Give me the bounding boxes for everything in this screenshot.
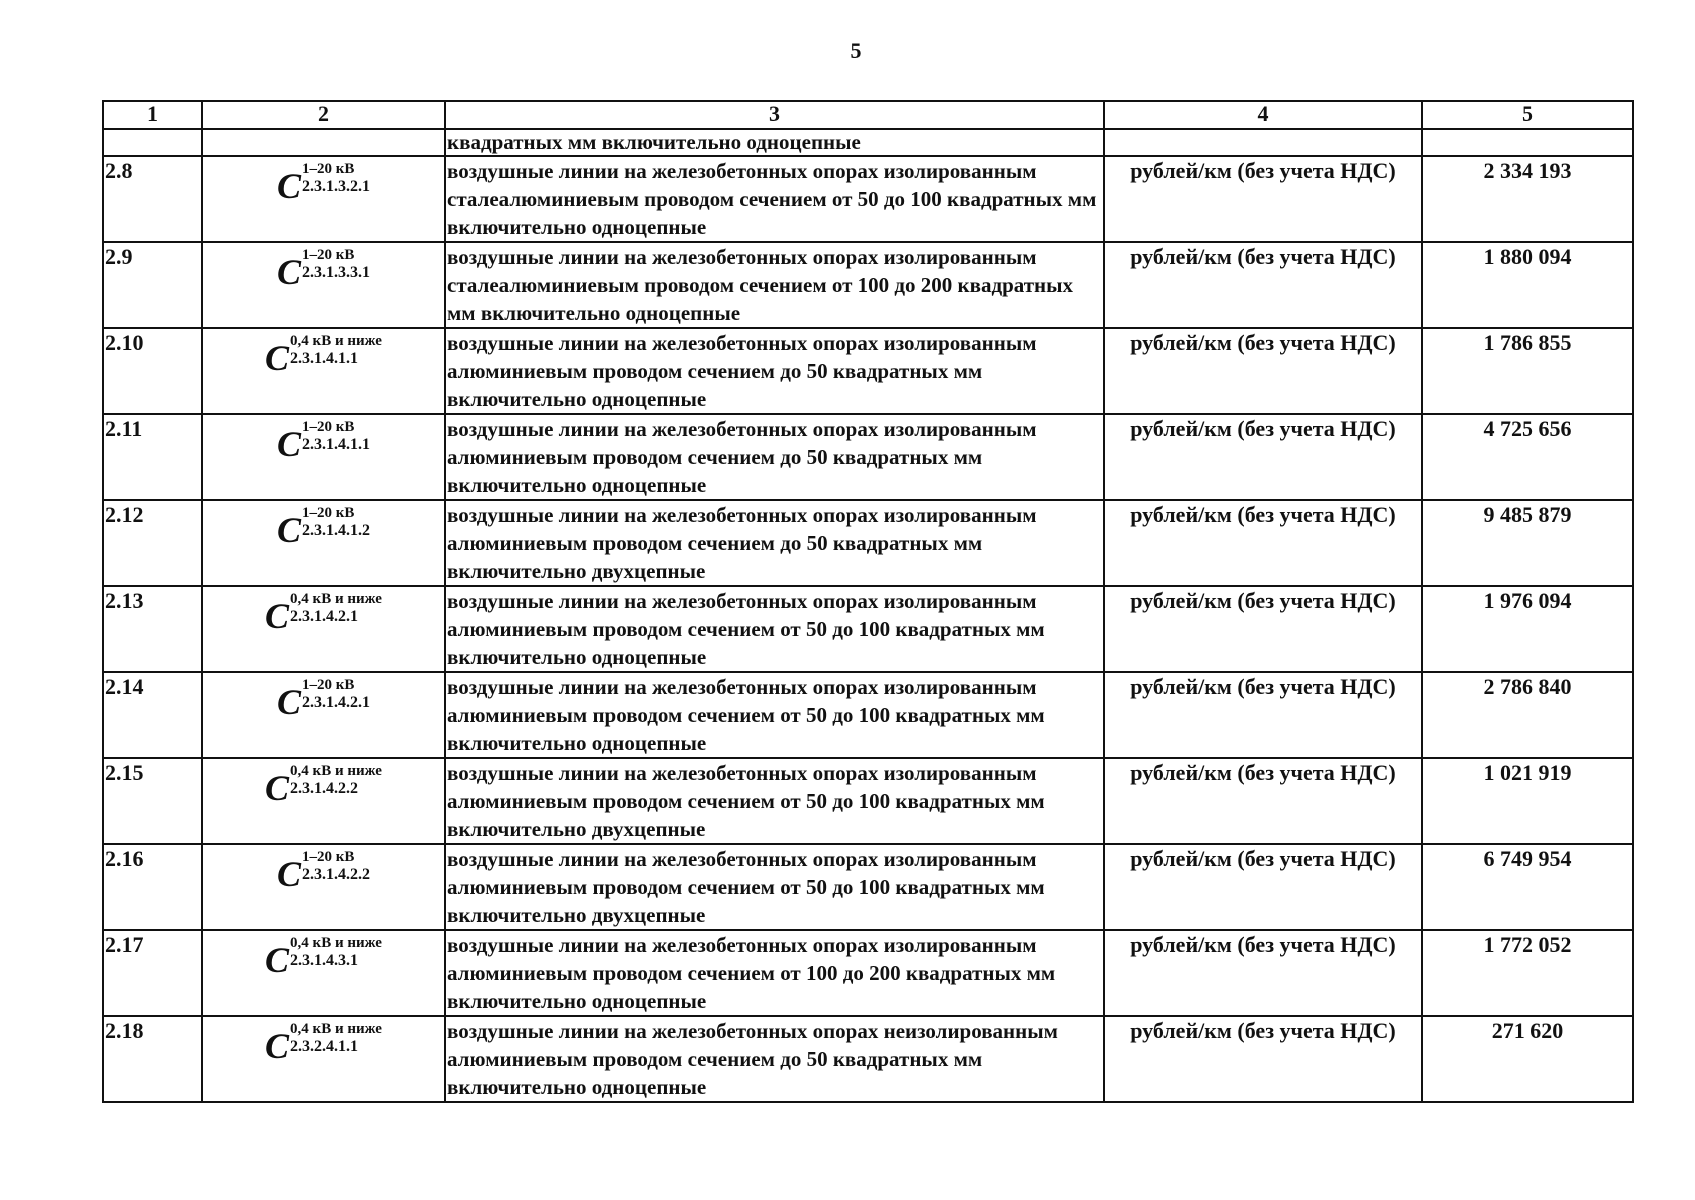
rate-code-formula xyxy=(277,849,370,893)
rate-code-voltage: 1–20 кВ xyxy=(302,505,355,521)
rate-code-symbol: C xyxy=(276,424,301,464)
rate-code-index: 2.3.1.3.2.1 xyxy=(302,178,370,195)
row-description: квадратных мм включительно одноцепные xyxy=(445,129,1104,156)
rate-code xyxy=(202,156,445,242)
rate-code-voltage: 1–20 кВ xyxy=(302,419,355,435)
row-description: воздушные линии на железобетонных опорах изолированным алюминиевым проводом сечением до 50 квадратных мм включительно одноцепные xyxy=(445,414,1104,500)
row-number: 2.9 xyxy=(103,242,202,328)
table-header xyxy=(103,101,1633,129)
row-price: 4 725 656 xyxy=(1422,414,1633,500)
row-number: 2.13 xyxy=(103,586,202,672)
table-row xyxy=(103,930,1633,1016)
continuation-row xyxy=(103,129,1633,156)
row-unit: рублей/км (без учета НДС) xyxy=(1104,930,1422,1016)
row-description: воздушные линии на железобетонных опорах изолированным алюминиевым проводом сечением до 50 квадратных мм включительно двухцепные xyxy=(445,500,1104,586)
row-description: воздушные линии на железобетонных опорах изолированным сталеалюминиевым проводом сечением от 50 до 100 квадратных мм включительно одноцепные xyxy=(445,156,1104,242)
rate-code-symbol: C xyxy=(265,768,290,808)
row-number: 2.18 xyxy=(103,1016,202,1102)
table-row xyxy=(103,758,1633,844)
rate-code-symbol: C xyxy=(265,940,290,980)
row-unit: рублей/км (без учета НДС) xyxy=(1104,414,1422,500)
table-body xyxy=(103,129,1633,1102)
row-unit: рублей/км (без учета НДС) xyxy=(1104,328,1422,414)
rate-code-voltage: 1–20 кВ xyxy=(302,161,355,177)
rate-code-index: 2.3.2.4.1.1 xyxy=(290,1038,359,1055)
rate-code-symbol: C xyxy=(276,854,301,894)
table-row xyxy=(103,242,1633,328)
row-description: воздушные линии на железобетонных опорах изолированным алюминиевым проводом сечением от 100 до 200 квадратных мм включительно одноцепные xyxy=(445,930,1104,1016)
header-row xyxy=(103,101,1633,129)
rate-code xyxy=(202,500,445,586)
rate-code-index: 2.3.1.4.1.1 xyxy=(302,436,370,453)
rate-code-index: 2.3.1.4.2.2 xyxy=(302,866,370,883)
row-description: воздушные линии на железобетонных опорах изолированным алюминиевым проводом сечением от 50 до 100 квадратных мм включительно двухцепные xyxy=(445,844,1104,930)
row-price: 1 021 919 xyxy=(1422,758,1633,844)
rate-code-formula xyxy=(265,935,382,979)
row-price: 271 620 xyxy=(1422,1016,1633,1102)
rate-code-index: 2.3.1.4.2.2 xyxy=(290,780,359,797)
rate-code-voltage: 1–20 кВ xyxy=(302,849,355,865)
rate-code xyxy=(202,1016,445,1102)
rate-code-formula xyxy=(277,677,370,721)
rate-code-index: 2.3.1.4.1.1 xyxy=(290,350,359,367)
rate-code-symbol: C xyxy=(265,596,290,636)
table-row xyxy=(103,586,1633,672)
rate-code-formula xyxy=(265,763,382,807)
rate-code-voltage: 1–20 кВ xyxy=(302,247,355,263)
rate-code-voltage: 0,4 кВ и ниже xyxy=(290,763,382,779)
rate-code-index: 2.3.1.4.1.2 xyxy=(302,522,370,539)
row-number: 2.12 xyxy=(103,500,202,586)
row-unit: рублей/км (без учета НДС) xyxy=(1104,1016,1422,1102)
rate-code-symbol: C xyxy=(265,338,290,378)
rate-code-formula xyxy=(265,591,382,635)
row-unit: рублей/км (без учета НДС) xyxy=(1104,156,1422,242)
row-unit: рублей/км (без учета НДС) xyxy=(1104,758,1422,844)
row-price: 1 976 094 xyxy=(1422,586,1633,672)
column-header-5: 5 xyxy=(1422,101,1633,129)
rate-code-symbol: C xyxy=(265,1026,290,1066)
row-price: 2 786 840 xyxy=(1422,672,1633,758)
rate-code-index: 2.3.1.4.2.1 xyxy=(290,608,359,625)
rate-code-formula xyxy=(277,419,370,463)
rate-code-voltage: 0,4 кВ и ниже xyxy=(290,1021,382,1037)
rate-code xyxy=(202,758,445,844)
table-row xyxy=(103,328,1633,414)
rate-code xyxy=(202,930,445,1016)
rate-code-voltage: 1–20 кВ xyxy=(302,677,355,693)
rate-code-voltage: 0,4 кВ и ниже xyxy=(290,333,382,349)
rate-code-formula xyxy=(277,247,370,291)
table-row xyxy=(103,1016,1633,1102)
rate-code-index: 2.3.1.4.2.1 xyxy=(302,694,370,711)
rate-code-index: 2.3.1.4.3.1 xyxy=(290,952,359,969)
rate-code-symbol: C xyxy=(276,166,301,206)
row-price: 1 772 052 xyxy=(1422,930,1633,1016)
rate-code-voltage: 0,4 кВ и ниже xyxy=(290,935,382,951)
rate-code-formula xyxy=(265,333,382,377)
column-header-2: 2 xyxy=(202,101,445,129)
row-unit xyxy=(1104,129,1422,156)
row-price: 9 485 879 xyxy=(1422,500,1633,586)
column-header-4: 4 xyxy=(1104,101,1422,129)
row-description: воздушные линии на железобетонных опорах неизолированным алюминиевым проводом сечением до 50 квадратных мм включительно одноцепные xyxy=(445,1016,1104,1102)
page-number: 5 xyxy=(850,38,862,63)
row-number: 2.15 xyxy=(103,758,202,844)
tariff-table xyxy=(102,100,1634,1103)
rate-code-voltage: 0,4 кВ и ниже xyxy=(290,591,382,607)
row-number: 2.16 xyxy=(103,844,202,930)
rate-code-index: 2.3.1.3.3.1 xyxy=(302,264,370,281)
row-number xyxy=(103,129,202,156)
rate-code-formula xyxy=(277,505,370,549)
row-price: 2 334 193 xyxy=(1422,156,1633,242)
rate-code xyxy=(202,672,445,758)
rate-code-symbol: C xyxy=(276,682,301,722)
row-unit: рублей/км (без учета НДС) xyxy=(1104,586,1422,672)
rate-code xyxy=(202,129,445,156)
row-number: 2.14 xyxy=(103,672,202,758)
row-description: воздушные линии на железобетонных опорах изолированным алюминиевым проводом сечением от 50 до 100 квадратных мм включительно двухцепные xyxy=(445,758,1104,844)
row-number: 2.8 xyxy=(103,156,202,242)
rate-code-symbol: C xyxy=(276,252,301,292)
table-row xyxy=(103,414,1633,500)
row-unit: рублей/км (без учета НДС) xyxy=(1104,500,1422,586)
row-unit: рублей/км (без учета НДС) xyxy=(1104,844,1422,930)
row-number: 2.17 xyxy=(103,930,202,1016)
rate-code xyxy=(202,414,445,500)
table-row xyxy=(103,672,1633,758)
column-header-3: 3 xyxy=(445,101,1104,129)
table-row xyxy=(103,500,1633,586)
row-number: 2.11 xyxy=(103,414,202,500)
row-description: воздушные линии на железобетонных опорах изолированным алюминиевым проводом сечением до 50 квадратных мм включительно одноцепные xyxy=(445,328,1104,414)
row-unit: рублей/км (без учета НДС) xyxy=(1104,242,1422,328)
table-row xyxy=(103,844,1633,930)
row-price: 1 880 094 xyxy=(1422,242,1633,328)
rate-code xyxy=(202,242,445,328)
rate-code xyxy=(202,328,445,414)
row-price xyxy=(1422,129,1633,156)
rate-code-symbol: C xyxy=(276,510,301,550)
rate-code xyxy=(202,586,445,672)
row-unit: рублей/км (без учета НДС) xyxy=(1104,672,1422,758)
row-description: воздушные линии на железобетонных опорах изолированным алюминиевым проводом сечением от 50 до 100 квадратных мм включительно одноцепные xyxy=(445,586,1104,672)
row-description: воздушные линии на железобетонных опорах изолированным алюминиевым проводом сечением от 50 до 100 квадратных мм включительно одноцепные xyxy=(445,672,1104,758)
column-header-1: 1 xyxy=(103,101,202,129)
rate-code-formula xyxy=(265,1021,382,1065)
row-number: 2.10 xyxy=(103,328,202,414)
row-price: 1 786 855 xyxy=(1422,328,1633,414)
table-row xyxy=(103,156,1633,242)
row-price: 6 749 954 xyxy=(1422,844,1633,930)
rate-code xyxy=(202,844,445,930)
row-description: воздушные линии на железобетонных опорах изолированным сталеалюминиевым проводом сечением от 100 до 200 квадратных мм включительно одноцепные xyxy=(445,242,1104,328)
rate-code-formula xyxy=(277,161,370,205)
